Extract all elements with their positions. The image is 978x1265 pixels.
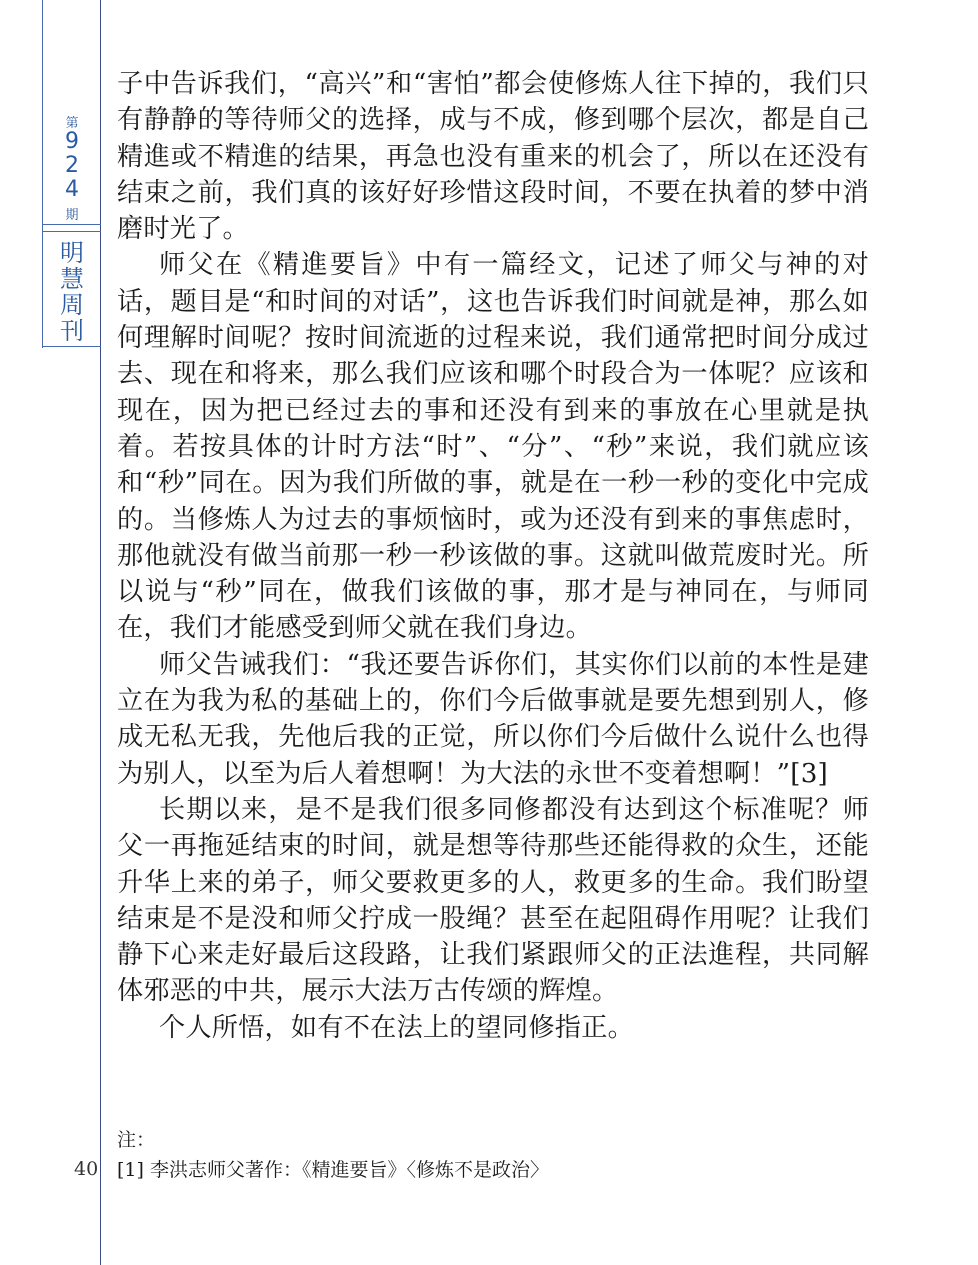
issue-digit: 4 [65, 177, 79, 202]
journal-name [43, 240, 101, 344]
issue-digit: 9 [65, 129, 79, 154]
footnotes [117, 1126, 869, 1184]
sidebar-divider [43, 224, 101, 225]
issue-number [43, 130, 101, 202]
footnote-item: [1] 李洪志师父著作：《精進要旨》〈修炼不是政治〉 [117, 1159, 549, 1181]
sidebar-divider [43, 231, 101, 232]
notes-heading: 注： [117, 1129, 156, 1151]
journal-char: 明 [60, 239, 84, 267]
article-body [117, 66, 869, 1046]
issue-prefix: 第 [65, 116, 79, 131]
paragraph: 子中告诉我们，“高兴”和“害怕”都会使修炼人往下掉的，我们只有静静的等待师父的选择，成与不成，修到哪个层次，都是自己精進或不精進的结果，再急也没有重来的机会了，所以在还没有结束之前，我们真的该好好珍惜这段时间，不要在执着的梦中消磨时光了。 [117, 69, 869, 245]
paragraph: 长期以来，是不是我们很多同修都没有达到这个标准呢？师父一再拖延结束的时间，就是想等待那些还能得救的众生，还能升华上来的弟子，师父要救更多的人，救更多的生命。我们盼望结束是不是没和师父拧成一股绳？甚至在起阻碍作用呢？让我们静下心来走好最后这段路，让我们紧跟师父的正法進程，共同解体邪恶的中共，展示大法万古传颂的辉煌。 [117, 794, 869, 1007]
sidebar-divider [43, 346, 101, 347]
paragraph: 师父在《精進要旨》中有一篇经文，记述了师父与神的对话，题目是“和时间的对话”，这也告诉我们时间就是神，那么如何理解时间呢？按时间流逝的过程来说，我们通常把时间分成过去、现在和将来，那么我们应该和哪个时段合为一体呢？应该和现在，因为把已经过去的事和还没有到来的事放在心里就是执着。若按具体的计时方法“时”、“分”、“秒”来说，我们就应该和“秒”同在。因为我们所做的事，就是在一秒一秒的变化中完成的。当修炼人为过去的事烦恼时，或为还没有到来的事焦虑时，那他就没有做当前那一秒一秒该做的事。这就叫做荒废时光。所以说与“秒”同在，做我们该做的事，那才是与神同在，与师同在，我们才能感受到师父就在我们身边。 [117, 250, 869, 644]
journal-char: 周 [60, 291, 84, 319]
paragraph: 师父告诫我们：“我还要告诉你们，其实你们以前的本性是建立在为我为私的基础上的，你们今后做事就是要先想到别人，修成无私无我，先他后我的正觉，所以你们今后做什么说什么也得为别人，以至为后人着想啊！为大法的永世不变着想啊！”[3] [117, 649, 869, 789]
journal-char: 慧 [60, 265, 84, 293]
page-number: 40 [74, 1158, 99, 1180]
paragraph: 个人所悟，如有不在法上的望同修指正。 [159, 1012, 634, 1043]
journal-char: 刊 [60, 317, 84, 345]
issue-sidebar [42, 0, 101, 348]
issue-suffix: 期 [65, 208, 79, 223]
issue-digit: 2 [65, 153, 79, 178]
